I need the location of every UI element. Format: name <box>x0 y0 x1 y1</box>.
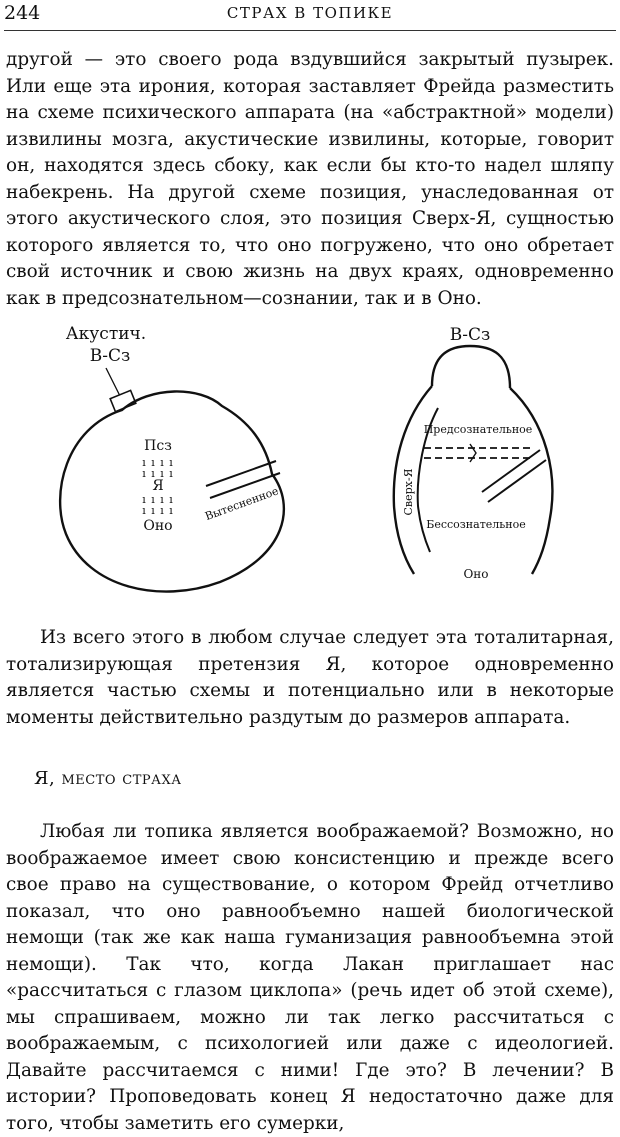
left-label-ya: Я <box>152 478 164 494</box>
left-apparatus-outline <box>60 391 284 591</box>
section-heading: Я, место страха <box>34 768 182 789</box>
right-diagram <box>394 325 553 581</box>
dash-marks-lower-2: ı ı ı ı <box>142 504 174 517</box>
paragraph-3: Любая ли топика является воображаемой? Возможно, но воображаемое имеет свою консистенцию и прежде всего свое право на существование, о котором Фрейд отчетливо показал, что оно равнообъемно нашей биологической немощи (так же как наша гуманизация равнообъемна этой немощи). Так что, когда Лакан приглашает нас «рассчитаться с глазом циклопа» (речь идет об этой схеме), мы спрашиваем, можно ли так легко рассчитаться с воображаемым, с психологией или даже с идеологией. Давайте рассчитаемся с ними! Где это? В лечении? В истории? Проповедовать конец Я недостаточно даже для того, чтобы заметить его сумерки, <box>6 821 614 1134</box>
left-label-vsz: В-Сз <box>89 346 131 366</box>
paragraph-1: другой — это своего рода вздувшийся закрытый пузырек. Или еще эта ирония, которая заставляет Фрейда разместить на схеме психического аппарата (на «абстрактной» модели) извилины мозга, акустические извилины, которые, говорит он, находятся здесь сбоку, как если бы кто-то надел шляпу набекрень. На другой схеме позиция, унаследованная от этого акустического слоя, это позиция Сверх-Я, сущностью которого является то, что оно погружено, что оно обретает свой источник и свою жизнь на двух краях, одновременно как в предсознательном—сознании, так и в Оно. <box>6 49 614 309</box>
right-cap-arc <box>432 346 510 388</box>
left-label-acoustic: Акустич. <box>65 324 147 344</box>
right-label-superego: Сверх-Я <box>402 468 415 516</box>
page-number: 244 <box>4 2 41 24</box>
page-header <box>4 0 616 31</box>
right-label-preconscious: Предсознательное <box>423 423 533 436</box>
right-label-vsz: В-Сз <box>449 325 491 345</box>
dash-marks-lower-1: ı ı ı ı <box>142 493 174 506</box>
right-label-ono: Оно <box>463 567 489 581</box>
left-label-psz: Псз <box>144 438 172 454</box>
left-label-ono: Оно <box>143 518 173 534</box>
acoustic-pointer-line <box>106 368 120 396</box>
left-label-repressed: Вытесненное <box>203 484 281 524</box>
dash-marks-upper-1: ı ı ı ı <box>142 456 174 469</box>
dashed-junction-mark <box>470 444 476 462</box>
running-title: СТРАХ В ТОПИКЕ <box>226 4 394 22</box>
repressed-bar-top <box>206 461 276 486</box>
paragraph-2: Из всего этого в любом случае следует эта тоталитарная, тотализирующая претензия Я, которое одновременно является частью схемы и потенциально или в некоторые моменты действительно раздутым до размеров аппарата. <box>6 627 614 728</box>
right-label-unconscious: Бессознательное <box>426 518 526 531</box>
dash-marks-upper-2: ı ı ı ı <box>142 467 174 480</box>
left-diagram <box>60 324 284 592</box>
freud-schemes-figure <box>0 310 620 600</box>
